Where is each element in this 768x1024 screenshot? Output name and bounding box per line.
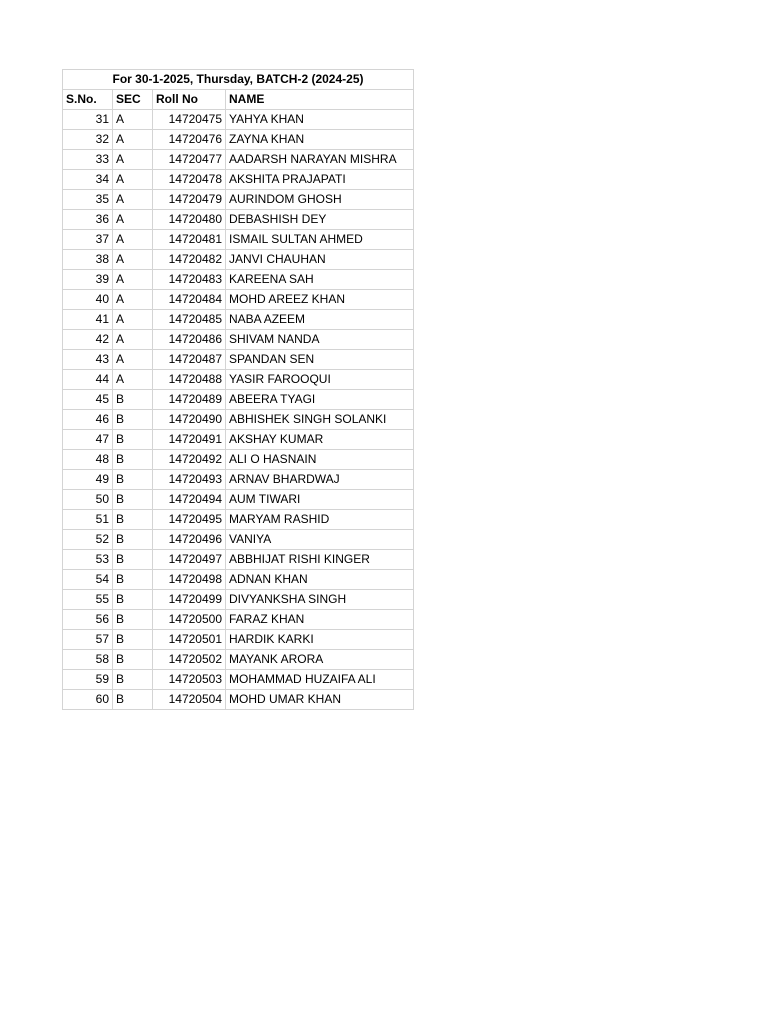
table-row (63, 510, 414, 530)
cell-sec: A (113, 330, 153, 350)
cell-roll-no: 14720485 (153, 310, 226, 330)
table-row (63, 350, 414, 370)
table-row (63, 610, 414, 630)
cell-sec: B (113, 530, 153, 550)
cell-roll-no: 14720497 (153, 550, 226, 570)
cell-name: ABEERA TYAGI (226, 390, 414, 410)
cell-name: MARYAM RASHID (226, 510, 414, 530)
cell-sec: B (113, 570, 153, 590)
cell-name: AUM TIWARI (226, 490, 414, 510)
header-roll-no: Roll No (153, 90, 226, 110)
table-row (63, 550, 414, 570)
cell-roll-no: 14720482 (153, 250, 226, 270)
cell-sec: A (113, 170, 153, 190)
table-row (63, 210, 414, 230)
cell-sec: A (113, 250, 153, 270)
cell-roll-no: 14720490 (153, 410, 226, 430)
cell-roll-no: 14720476 (153, 130, 226, 150)
cell-name: ABBHIJAT RISHI KINGER (226, 550, 414, 570)
cell-roll-no: 14720483 (153, 270, 226, 290)
table-row (63, 490, 414, 510)
cell-sec: B (113, 550, 153, 570)
cell-sec: B (113, 430, 153, 450)
cell-sno: 34 (63, 170, 113, 190)
cell-name: MOHD UMAR KHAN (226, 690, 414, 710)
cell-name: ABHISHEK SINGH SOLANKI (226, 410, 414, 430)
cell-sno: 52 (63, 530, 113, 550)
cell-name: SPANDAN SEN (226, 350, 414, 370)
cell-sno: 59 (63, 670, 113, 690)
table-row (63, 270, 414, 290)
table-row (63, 230, 414, 250)
table-row (63, 390, 414, 410)
cell-sno: 46 (63, 410, 113, 430)
cell-sno: 47 (63, 430, 113, 450)
cell-sec: A (113, 290, 153, 310)
table-row (63, 670, 414, 690)
cell-roll-no: 14720504 (153, 690, 226, 710)
sheet-title: For 30-1-2025, Thursday, BATCH-2 (2024-25) (63, 70, 414, 90)
cell-name: MOHAMMAD HUZAIFA ALI (226, 670, 414, 690)
cell-roll-no: 14720489 (153, 390, 226, 410)
header-name: NAME (226, 90, 414, 110)
cell-name: ALI O HASNAIN (226, 450, 414, 470)
cell-roll-no: 14720480 (153, 210, 226, 230)
cell-name: VANIYA (226, 530, 414, 550)
cell-sec: B (113, 510, 153, 530)
cell-roll-no: 14720494 (153, 490, 226, 510)
cell-roll-no: 14720492 (153, 450, 226, 470)
cell-name: ADNAN KHAN (226, 570, 414, 590)
table-row (63, 650, 414, 670)
cell-sec: A (113, 130, 153, 150)
cell-sno: 53 (63, 550, 113, 570)
cell-sno: 50 (63, 490, 113, 510)
cell-roll-no: 14720487 (153, 350, 226, 370)
cell-sec: A (113, 210, 153, 230)
cell-name: NABA AZEEM (226, 310, 414, 330)
cell-sec: A (113, 270, 153, 290)
cell-sec: A (113, 190, 153, 210)
table-row (63, 570, 414, 590)
cell-roll-no: 14720481 (153, 230, 226, 250)
cell-sec: B (113, 670, 153, 690)
cell-roll-no: 14720496 (153, 530, 226, 550)
cell-name: AKSHITA PRAJAPATI (226, 170, 414, 190)
cell-roll-no: 14720478 (153, 170, 226, 190)
cell-name: ARNAV BHARDWAJ (226, 470, 414, 490)
cell-sec: B (113, 690, 153, 710)
cell-sno: 58 (63, 650, 113, 670)
cell-name: ISMAIL SULTAN AHMED (226, 230, 414, 250)
cell-sno: 43 (63, 350, 113, 370)
cell-sno: 35 (63, 190, 113, 210)
cell-sno: 55 (63, 590, 113, 610)
cell-sec: A (113, 350, 153, 370)
cell-sno: 57 (63, 630, 113, 650)
cell-sno: 54 (63, 570, 113, 590)
cell-sno: 36 (63, 210, 113, 230)
table-row (63, 130, 414, 150)
cell-roll-no: 14720477 (153, 150, 226, 170)
cell-sno: 32 (63, 130, 113, 150)
cell-roll-no: 14720486 (153, 330, 226, 350)
table-row (63, 170, 414, 190)
cell-sec: B (113, 630, 153, 650)
cell-roll-no: 14720475 (153, 110, 226, 130)
table-row (63, 310, 414, 330)
cell-sec: B (113, 610, 153, 630)
cell-name: FARAZ KHAN (226, 610, 414, 630)
cell-roll-no: 14720499 (153, 590, 226, 610)
cell-sno: 51 (63, 510, 113, 530)
cell-sec: B (113, 410, 153, 430)
cell-name: MAYANK ARORA (226, 650, 414, 670)
cell-sno: 42 (63, 330, 113, 350)
title-row (63, 70, 414, 90)
cell-sec: B (113, 650, 153, 670)
cell-sno: 45 (63, 390, 113, 410)
cell-roll-no: 14720500 (153, 610, 226, 630)
table-row (63, 150, 414, 170)
cell-roll-no: 14720501 (153, 630, 226, 650)
table-row (63, 370, 414, 390)
cell-roll-no: 14720493 (153, 470, 226, 490)
cell-sno: 40 (63, 290, 113, 310)
cell-sno: 37 (63, 230, 113, 250)
cell-roll-no: 14720498 (153, 570, 226, 590)
cell-sno: 33 (63, 150, 113, 170)
table-row (63, 330, 414, 350)
cell-name: AADARSH NARAYAN MISHRA (226, 150, 414, 170)
cell-sno: 56 (63, 610, 113, 630)
cell-sno: 41 (63, 310, 113, 330)
attendance-table (62, 69, 414, 710)
cell-sec: B (113, 590, 153, 610)
cell-name: KAREENA SAH (226, 270, 414, 290)
table-row (63, 630, 414, 650)
header-sno: S.No. (63, 90, 113, 110)
cell-sec: B (113, 390, 153, 410)
cell-name: DEBASHISH DEY (226, 210, 414, 230)
cell-roll-no: 14720491 (153, 430, 226, 450)
cell-sec: A (113, 110, 153, 130)
cell-roll-no: 14720488 (153, 370, 226, 390)
cell-name: SHIVAM NANDA (226, 330, 414, 350)
cell-sec: B (113, 490, 153, 510)
table-row (63, 690, 414, 710)
cell-name: ZAYNA KHAN (226, 130, 414, 150)
cell-sec: A (113, 310, 153, 330)
table-row (63, 110, 414, 130)
cell-roll-no: 14720503 (153, 670, 226, 690)
cell-roll-no: 14720502 (153, 650, 226, 670)
cell-name: DIVYANKSHA SINGH (226, 590, 414, 610)
table-row (63, 590, 414, 610)
cell-sno: 60 (63, 690, 113, 710)
cell-sno: 31 (63, 110, 113, 130)
table-row (63, 430, 414, 450)
cell-sno: 44 (63, 370, 113, 390)
cell-sno: 38 (63, 250, 113, 270)
table-row (63, 290, 414, 310)
cell-name: JANVI CHAUHAN (226, 250, 414, 270)
cell-sno: 49 (63, 470, 113, 490)
cell-sec: A (113, 230, 153, 250)
header-sec: SEC (113, 90, 153, 110)
table-row (63, 450, 414, 470)
cell-name: YAHYA KHAN (226, 110, 414, 130)
cell-sec: A (113, 150, 153, 170)
table-row (63, 470, 414, 490)
table-row (63, 410, 414, 430)
table-row (63, 190, 414, 210)
table-body (63, 110, 414, 710)
cell-sec: B (113, 470, 153, 490)
cell-roll-no: 14720479 (153, 190, 226, 210)
cell-sec: B (113, 450, 153, 470)
cell-name: AKSHAY KUMAR (226, 430, 414, 450)
cell-roll-no: 14720495 (153, 510, 226, 530)
cell-name: YASIR FAROOQUI (226, 370, 414, 390)
cell-name: MOHD AREEZ KHAN (226, 290, 414, 310)
cell-name: AURINDOM GHOSH (226, 190, 414, 210)
cell-roll-no: 14720484 (153, 290, 226, 310)
cell-sno: 48 (63, 450, 113, 470)
table-row (63, 250, 414, 270)
cell-name: HARDIK KARKI (226, 630, 414, 650)
header-row (63, 90, 414, 110)
table-row (63, 530, 414, 550)
cell-sno: 39 (63, 270, 113, 290)
cell-sec: A (113, 370, 153, 390)
